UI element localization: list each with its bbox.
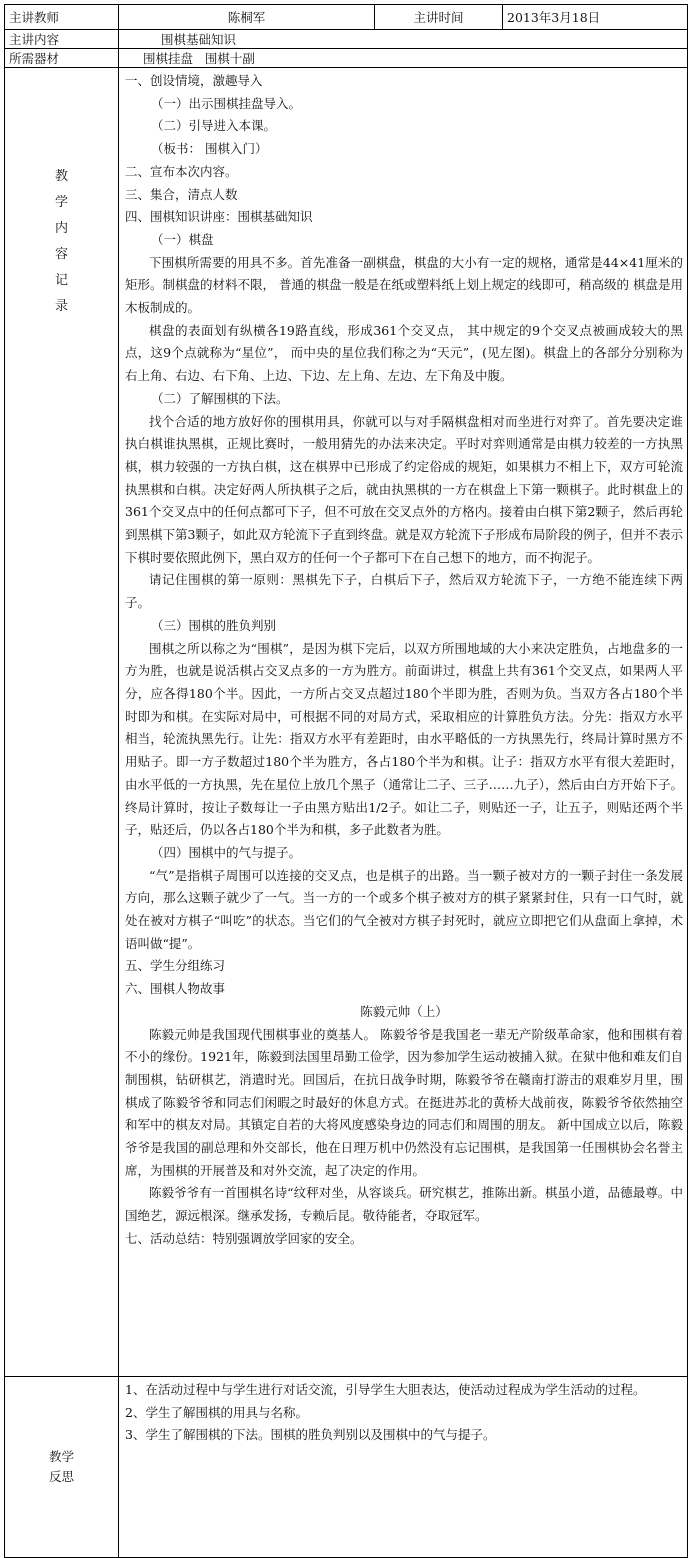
reflection-row [5, 1377, 688, 1558]
paragraph-rules-2: 请记住围棋的第一原则：黑棋先下子，白棋后下子，然后双方轮流下子，一方绝不能连续下两子。 [125, 572, 683, 611]
materials-label: 所需器材 [5, 49, 119, 68]
topic-row [5, 30, 688, 49]
record-label [5, 68, 119, 1377]
blackboard-note: （板书： 围棋入门） [151, 141, 268, 157]
section-heading-2: 二、宣布本次内容。 [125, 163, 238, 179]
paragraph-board-2: 棋盘的表面划有纵横各19路直线，形成361个交叉点， 其中规定的9个交叉点被画成较大的黑点，这9个点就称为“星位”， 而中央的星位我们称之为“天元”，(见左图)。棋盘上的各部分分别称为右上角、右边、右下角、上边、下边、左上角、左边、左下角及中腹。 [125, 322, 683, 384]
teacher-name: 陈桐军 [119, 5, 375, 30]
section-heading-7: 七、活动总结：特别强调放学回家的安全。 [125, 1230, 363, 1246]
materials-value: 围棋挂盘 围棋十副 [119, 49, 688, 68]
step-item: （二）引导进入本课。 [151, 118, 277, 134]
record-label-char: 教 [54, 169, 68, 184]
section-heading-6: 六、围棋人物故事 [125, 981, 226, 997]
record-content [119, 68, 688, 1377]
record-label-char: 记 [54, 273, 68, 288]
time-label: 主讲时间 [375, 5, 503, 30]
paragraph-story-1: 陈毅元帅是我国现代围棋事业的奠基人。 陈毅爷爷是我国老一辈无产阶级革命家，他和围棋有着不小的缘份。1921年，陈毅到法国里昂勤工俭学，因为参加学生运动被捕入狱。在狱中他和难友们自制围棋，钻研棋艺，消遣时光。回国后，在抗日战争时期，陈毅爷爷在赣南打游击的艰难岁月里，围棋成了陈毅爷爷和同志们闲暇之时最好的休息方式。在挺进苏北的黄桥大战前夜，陈毅爷爷依然抽空和军中的棋友对局。其镇定自若的大将风度感染身边的同志们和周围的朋友。 新中国成立以后，陈毅爷爷是我国的副总理和外交部长，他在日理万机中仍然没有忘记围棋，是我国第一任围棋协会名誉主席，为围棋的开展普及和对外交流，起了决定的作用。 [125, 1026, 683, 1178]
lesson-plan-table [4, 4, 688, 1558]
paragraph-rules-1: 找个合适的地方放好你的围棋用具，你就可以与对手隔棋盘相对而坐进行对弈了。首先要决定谁执白棋谁执黑棋，正规比赛时，一般用猜先的办法来决定。平时对弈则通常是由棋力较差的一方执黑棋，棋力较强的一方执白棋，这在棋界中已形成了约定俗成的规矩，如果棋力不相上下，双方可轮流执黑棋和白棋。决定好两人所执棋子之后，就由执黑棋的一方在棋盘上下第一颗棋子。此时棋盘上的361个交叉点中的任何点都可下子，但不可放在交叉点外的方格内。接着由白棋下第2颗子，然后再轮到黑棋下第3颗子，如此双方轮流下子直到终盘。就是双方轮流下子形成布局阶段的例子，但并不表示下棋时要依照此例下，黑白双方的任何一个子都可下在自己想下的地方，而不拘泥子。 [125, 413, 683, 565]
subheading-win: （三）围棋的胜负判别 [151, 617, 277, 633]
materials-row [5, 49, 688, 68]
record-label-char: 录 [54, 299, 68, 314]
teacher-label: 主讲教师 [5, 5, 119, 30]
record-row [5, 68, 688, 1377]
subheading-board: （一）棋盘 [151, 231, 214, 247]
record-label-char: 内 [54, 221, 68, 236]
record-label-char: 学 [54, 195, 68, 210]
reflection-label-top: 教学 [48, 1449, 74, 1464]
reflection-item: 1、在活动过程中与学生进行对话交流，引导学生大胆表达，使活动过程成为学生活动的过程。 [125, 1382, 646, 1397]
section-heading-4: 四、围棋知识讲座：围棋基础知识 [125, 209, 313, 225]
paragraph-story-2: 陈毅爷爷有一首围棋名诗“纹秤对坐，从容谈兵。研究棋艺，推陈出新。棋虽小道，品德最尊。中国绝艺，源远根深。继承发扬，专赖后昆。敬待能者，夺取冠军。 [125, 1185, 683, 1224]
step-item: （一）出示围棋挂盘导入。 [151, 95, 302, 111]
topic-label: 主讲内容 [5, 30, 119, 49]
reflection-content [119, 1377, 688, 1558]
teacher-row [5, 5, 688, 30]
section-heading-5: 五、学生分组练习 [125, 958, 226, 974]
reflection-item: 3、学生了解围棋的下法。围棋的胜负判别以及围棋中的气与提子。 [125, 1427, 496, 1443]
reflection-label-bottom: 反思 [48, 1469, 74, 1484]
subheading-rules: （二）了解围棋的下法。 [151, 390, 289, 406]
section-heading-3: 三、集合，清点人数 [125, 186, 238, 202]
paragraph-qi: “气”是指棋子周围可以连接的交叉点，也是棋子的出路。当一颗子被对方的一颗子封住一条发展方向，那么这颗子就少了一气。当一方的一个或多个棋子被对方的棋子紧紧封住，只有一口气时，就处在被对方棋子“叫吃”的状态。当它们的气全被对方棋子封死时，就应立即把它们从盘面上拿掉，术语叫做“提”。 [125, 867, 683, 951]
reflection-label [5, 1377, 119, 1558]
story-title: 陈毅元帅（上） [360, 1003, 448, 1019]
subheading-qi: （四）围棋中的气与提子。 [151, 844, 302, 860]
topic-value: 围棋基础知识 [119, 30, 688, 49]
section-heading-1: 一、创设情境，激趣导入 [125, 73, 263, 88]
paragraph-win: 围棋之所以称之为“围棋”，是因为棋下完后，以双方所围地域的大小来决定胜负，占地盘多的一方为胜，也就是说活棋占交叉点多的一方为胜方。前面讲过，棋盘上共有361个交叉点，如果两人平分，应各得180个半。因此，一方所占交叉点超过180个半即为胜，否则为负。当双方各占180个半时即为和棋。在实际对局中，可根据不同的对局方式，采取相应的计算胜负方法。分先：指双方水平相当，轮流执黑先行。让先：指双方水平有差距时，由水平略低的一方执黑先行，终局计算时黑方不用贴子。即一方子数超过180个半为胜方，各占180个半为和棋。让子：指双方水平有很大差距时，由水平低的一方执黑，先在星位上放几个黑子（通常让二子、三子……九子），然后由白方开始下子。终局计算时，按让子数每让一子由黑方贴出1/2子。如让二子，则贴还一子，让五子，则贴还两个半子，贴还后，仍以各占180个半为和棋，多子此数者为胜。 [125, 640, 683, 838]
record-label-char: 容 [54, 247, 68, 262]
reflection-item: 2、学生了解围棋的用具与名称。 [125, 1404, 308, 1420]
paragraph-board-1: 下围棋所需要的用具不多。首先准备一副棋盘，棋盘的大小有一定的规格，通常是44×41厘米的矩形。制棋盘的材料不限， 普通的棋盘一般是在纸或塑料纸上划上规定的线即可，稍高级的 棋盘是用木板制成的。 [125, 254, 683, 316]
time-value: 2013年3月18日 [503, 5, 688, 30]
